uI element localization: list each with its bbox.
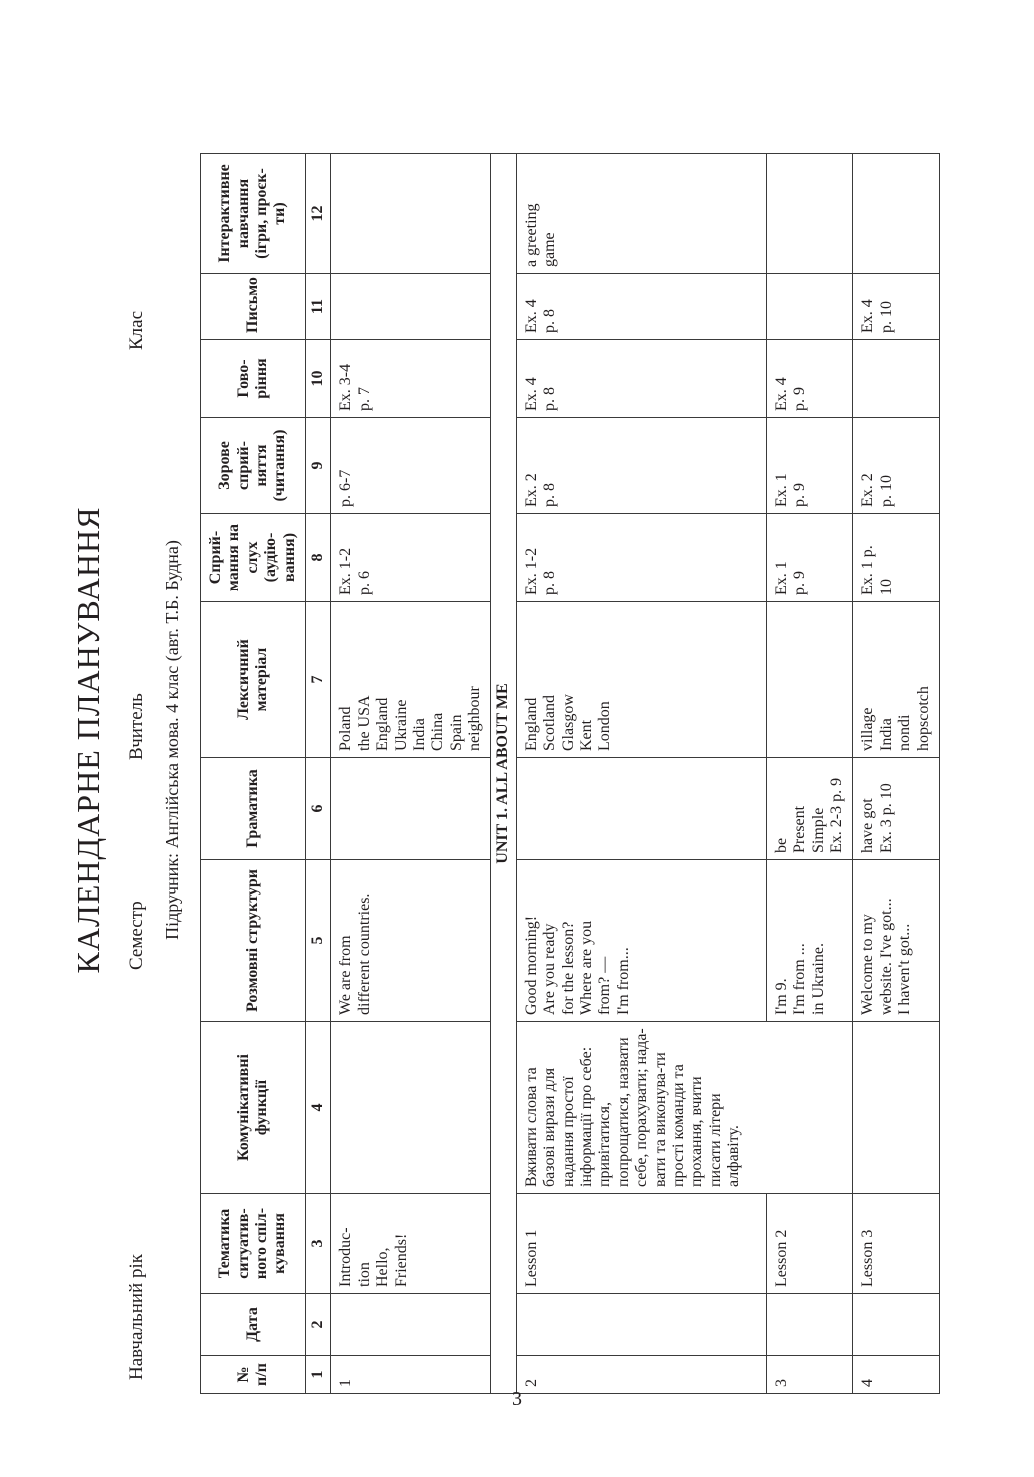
column-number: 12 — [305, 154, 330, 274]
speech-structures-cell-line: from? — — [596, 956, 614, 1015]
communicative-functions-cell — [331, 1022, 491, 1194]
row-number: 4 — [853, 1356, 940, 1394]
speaking-cell — [766, 340, 853, 418]
listening-cell-line: p. 6 — [355, 571, 373, 595]
writing-cell — [516, 274, 766, 340]
speaking-cell-line: Ex. 3-4 — [337, 363, 355, 411]
vocabulary-cell-line: Ukraine — [392, 699, 410, 751]
vocabulary-cell-line: London — [596, 701, 614, 751]
vocabulary-cell-line: India — [877, 718, 895, 751]
writing-cell-line: Ex. 4 — [859, 299, 877, 333]
listening-cell — [516, 514, 766, 602]
rotated-page-content — [70, 80, 970, 1400]
topic-cell-line: Hello, — [374, 1247, 392, 1287]
header-row — [201, 154, 306, 1394]
topic-cell — [516, 1194, 766, 1294]
row-number: 2 — [516, 1356, 766, 1394]
vocabulary-cell-line: hopscotch — [914, 686, 932, 751]
column-number: 4 — [305, 1022, 330, 1194]
topic-cell-line: Lesson 2 — [772, 1229, 790, 1287]
speech-structures-cell-line: different countries. — [355, 893, 373, 1015]
topic-cell-line: Friends! — [392, 1233, 410, 1287]
date-cell — [331, 1294, 491, 1356]
grammar-cell-line: Present — [791, 805, 809, 853]
speaking-cell — [331, 340, 491, 418]
speaking-cell-line: p. 8 — [541, 387, 559, 411]
reading-cell-line: p. 10 — [877, 475, 895, 507]
column-number: 9 — [305, 418, 330, 514]
grammar-cell-line: have got — [859, 798, 877, 853]
date-cell — [853, 1294, 940, 1356]
reading-cell — [766, 418, 853, 514]
reading-cell-line: Ex. 2 — [522, 473, 540, 507]
vocabulary-cell-line: Spain — [447, 714, 465, 751]
grammar-cell — [331, 758, 491, 860]
speaking-cell — [853, 340, 940, 418]
speech-structures-cell-line: Where are you — [578, 920, 596, 1015]
listening-cell-line: Ex. 1 p. — [859, 545, 877, 595]
header-cell: Інтерактивне навчання (ігри, проєк-ти) — [201, 154, 306, 274]
topic-cell — [331, 1194, 491, 1294]
header-cell: Дата — [201, 1294, 306, 1356]
speech-structures-cell-line: for the lesson? — [559, 921, 577, 1015]
speech-structures-cell — [853, 860, 940, 1022]
topic-cell — [853, 1194, 940, 1294]
page-title: КАЛЕНДАРНЕ ПЛАНУВАННЯ — [70, 506, 106, 974]
listening-cell-line: p. 9 — [791, 571, 809, 595]
column-number: 3 — [305, 1194, 330, 1294]
date-cell — [766, 1294, 853, 1356]
speech-structures-cell — [516, 860, 766, 1022]
writing-cell — [331, 274, 491, 340]
interactive-cell — [853, 154, 940, 274]
speech-structures-cell — [766, 860, 853, 1022]
speaking-cell — [516, 340, 766, 418]
vocabulary-cell-line: Scotland — [541, 695, 559, 751]
header-cell: Лексичний матеріал — [201, 602, 306, 758]
header-cell: Гово-ріння — [201, 340, 306, 418]
header-cell: Сприй-мання на слух (аудію-вання) — [201, 514, 306, 602]
grammar-cell-line: Ex. 2-3 p. 9 — [828, 777, 846, 853]
table-row — [516, 154, 766, 1394]
writing-cell — [766, 274, 853, 340]
listening-cell-line: Ex. 1 — [772, 561, 790, 595]
writing-cell-line: Ex. 4 — [522, 299, 540, 333]
reading-cell-line: p. 9 — [791, 483, 809, 507]
unit-row — [491, 154, 516, 1394]
vocabulary-cell-line: neighbour — [466, 686, 484, 751]
communicative-functions-cell: Вживати слова та базові вирази для надання простої інформації про себе: привітатися, попрощатися, назвати себе, порахувати; нада-вати та виконува-ти прості команди та прохання, вчити писати літери алфавіту. — [516, 1022, 853, 1194]
row-number: 1 — [331, 1356, 491, 1394]
listening-cell — [853, 514, 940, 602]
topic-cell — [766, 1194, 853, 1294]
reading-cell-line: p. 6-7 — [337, 469, 355, 507]
column-number: 8 — [305, 514, 330, 602]
listening-cell-line: p. 8 — [541, 571, 559, 595]
speech-structures-cell-line: I'm 9. — [772, 978, 790, 1015]
textbook-line: Підручник: Англійська мова. 4 клас (авт. Т.Б. Будна) — [162, 540, 182, 940]
vocabulary-cell — [766, 602, 853, 758]
table-row — [331, 154, 491, 1394]
vocabulary-cell-line: nondi — [896, 714, 914, 751]
speech-structures-cell-line: Welcome to my — [859, 914, 877, 1015]
page-number: 3 — [512, 1388, 522, 1410]
vocabulary-cell-line: Glasgow — [559, 694, 577, 751]
vocabulary-cell-line: China — [429, 712, 447, 751]
column-number: 6 — [305, 758, 330, 860]
communicative-functions-cell — [853, 1022, 940, 1194]
header-fields — [126, 80, 156, 1400]
grammar-cell-line: Simple — [809, 807, 827, 853]
reading-cell — [853, 418, 940, 514]
interactive-cell-line: game — [541, 232, 559, 267]
header-cell: Зорове сприй-няття (читання) — [201, 418, 306, 514]
vocabulary-cell — [516, 602, 766, 758]
column-number: 10 — [305, 340, 330, 418]
header-cell: № п/п — [201, 1356, 306, 1394]
listening-cell-line: Ex. 1-2 — [522, 547, 540, 595]
header-cell: Комунікативні функції — [201, 1022, 306, 1194]
reading-cell — [331, 418, 491, 514]
speaking-cell-line: Ex. 4 — [772, 377, 790, 411]
listening-cell-line: 10 — [877, 579, 895, 595]
speech-structures-cell-line: I haven't got... — [896, 923, 914, 1015]
speech-structures-cell — [331, 860, 491, 1022]
listening-cell — [766, 514, 853, 602]
vocabulary-cell-line: Poland — [337, 706, 355, 751]
header-cell: Граматика — [201, 758, 306, 860]
header-cell: Письмо — [201, 274, 306, 340]
vocabulary-cell — [853, 602, 940, 758]
grammar-cell-line: be — [772, 837, 790, 853]
table-body — [331, 154, 940, 1394]
speaking-cell-line: p. 7 — [355, 387, 373, 411]
unit-title: UNIT 1. ALL ABOUT ME — [491, 154, 516, 1394]
reading-cell — [516, 418, 766, 514]
vocabulary-cell — [331, 602, 491, 758]
reading-cell-line: Ex. 1 — [772, 473, 790, 507]
column-number-row — [305, 154, 330, 1394]
table-row — [853, 154, 940, 1394]
interactive-cell-line: a greeting — [522, 203, 540, 267]
vocabulary-cell-line: England — [374, 697, 392, 751]
topic-cell-line: Introduc- — [337, 1227, 355, 1287]
speech-structures-cell-line: Are you ready — [541, 923, 559, 1015]
date-cell — [516, 1294, 766, 1356]
speech-structures-cell-line: Good morning! — [522, 915, 540, 1015]
grammar-cell — [516, 758, 766, 860]
interactive-cell — [331, 154, 491, 274]
speech-structures-cell-line: I'm from ... — [791, 943, 809, 1015]
speech-structures-cell-line: We are from — [337, 935, 355, 1015]
reading-cell-line: Ex. 2 — [859, 473, 877, 507]
listening-cell — [331, 514, 491, 602]
planning-table — [200, 153, 940, 1394]
topic-cell-line: Lesson 3 — [859, 1229, 877, 1287]
writing-cell-line: p. 10 — [877, 301, 895, 333]
grammar-cell-line: Ex. 3 p. 10 — [877, 783, 895, 853]
class-label: Клас — [126, 310, 147, 350]
speech-structures-cell-line: I'm from... — [614, 947, 632, 1015]
vocabulary-cell-line: England — [522, 697, 540, 751]
column-number: 7 — [305, 602, 330, 758]
column-number: 1 — [305, 1356, 330, 1394]
grammar-cell — [766, 758, 853, 860]
grammar-cell — [853, 758, 940, 860]
header-cell: Розмовні структури — [201, 860, 306, 1022]
row-number: 3 — [766, 1356, 853, 1394]
vocabulary-cell-line: village — [859, 707, 877, 751]
speech-structures-cell-line: in Ukraine. — [809, 943, 827, 1015]
reading-cell-line: p. 8 — [541, 483, 559, 507]
speaking-cell-line: Ex. 4 — [522, 377, 540, 411]
semester-label: Семестр — [126, 901, 147, 970]
writing-cell-line: p. 8 — [541, 309, 559, 333]
writing-cell — [853, 274, 940, 340]
header-cell: Тематика ситуатив-ного спіл-кування — [201, 1194, 306, 1294]
column-number: 11 — [305, 274, 330, 340]
vocabulary-cell-line: Kent — [578, 719, 596, 751]
speech-structures-cell-line: website. I've got... — [877, 898, 895, 1015]
column-number: 5 — [305, 860, 330, 1022]
academic-year-label: Навчальний рік — [126, 1254, 147, 1380]
topic-cell-line: Lesson 1 — [522, 1229, 540, 1287]
interactive-cell — [516, 154, 766, 274]
column-number: 2 — [305, 1294, 330, 1356]
topic-cell-line: tion — [355, 1262, 373, 1287]
vocabulary-cell-line: India — [410, 718, 428, 751]
listening-cell-line: Ex. 1-2 — [337, 547, 355, 595]
vocabulary-cell-line: the USA — [355, 695, 373, 751]
teacher-label: Вчитель — [126, 693, 147, 760]
interactive-cell — [766, 154, 853, 274]
table-row — [766, 154, 853, 1394]
speaking-cell-line: p. 9 — [791, 387, 809, 411]
